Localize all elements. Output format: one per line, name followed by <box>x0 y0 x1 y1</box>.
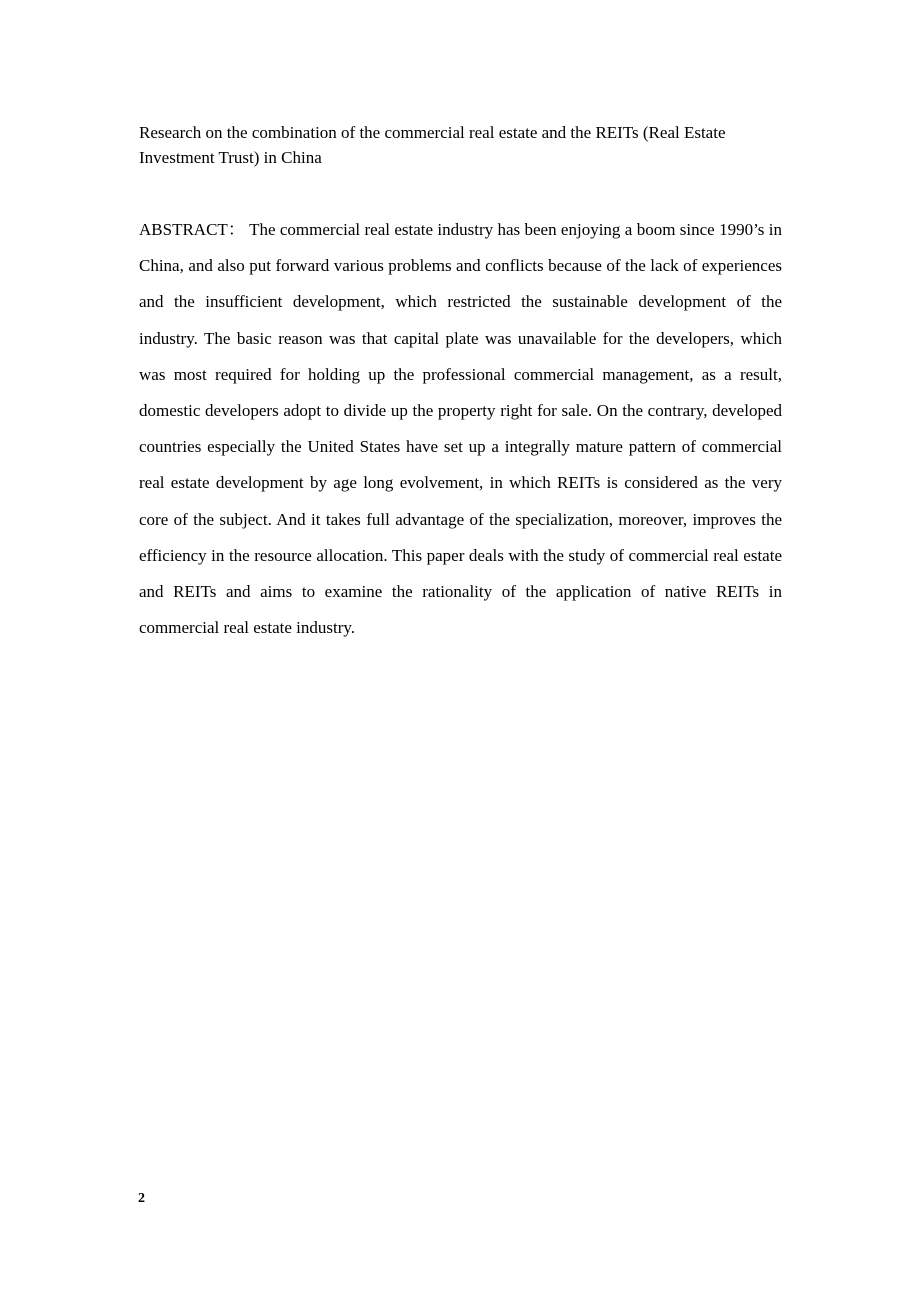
abstract-label: ABSTRACT： <box>139 220 246 239</box>
abstract-body: The commercial real estate industry has been enjoying a boom since 1990’s in China, and also put forward various problems and conflicts because of the lack of experiences and the insufficient development, which restricted the sustainable development of the industry. The basic reason was that capital plate was unavailable for the developers, which was most required for holding up the professional commercial management, as a result, domestic developers adopt to divide up the property right for sale. On the contrary, developed countries especially the United States have set up a integrally mature pattern of commercial real estate development by age long evolvement, in which REITs is considered as the very core of the subject. And it takes full advantage of the specialization, moreover, improves the efficiency in the resource allocation. This paper deals with the study of commercial real estate and REITs and aims to examine the rationality of the application of native REITs in commercial real estate industry. <box>139 220 782 638</box>
abstract-paragraph <box>139 212 782 646</box>
paper-title: Research on the combination of the commercial real estate and the REITs (Real Estate Investment Trust) in China <box>139 123 726 167</box>
page-number: 2 <box>138 1191 145 1206</box>
